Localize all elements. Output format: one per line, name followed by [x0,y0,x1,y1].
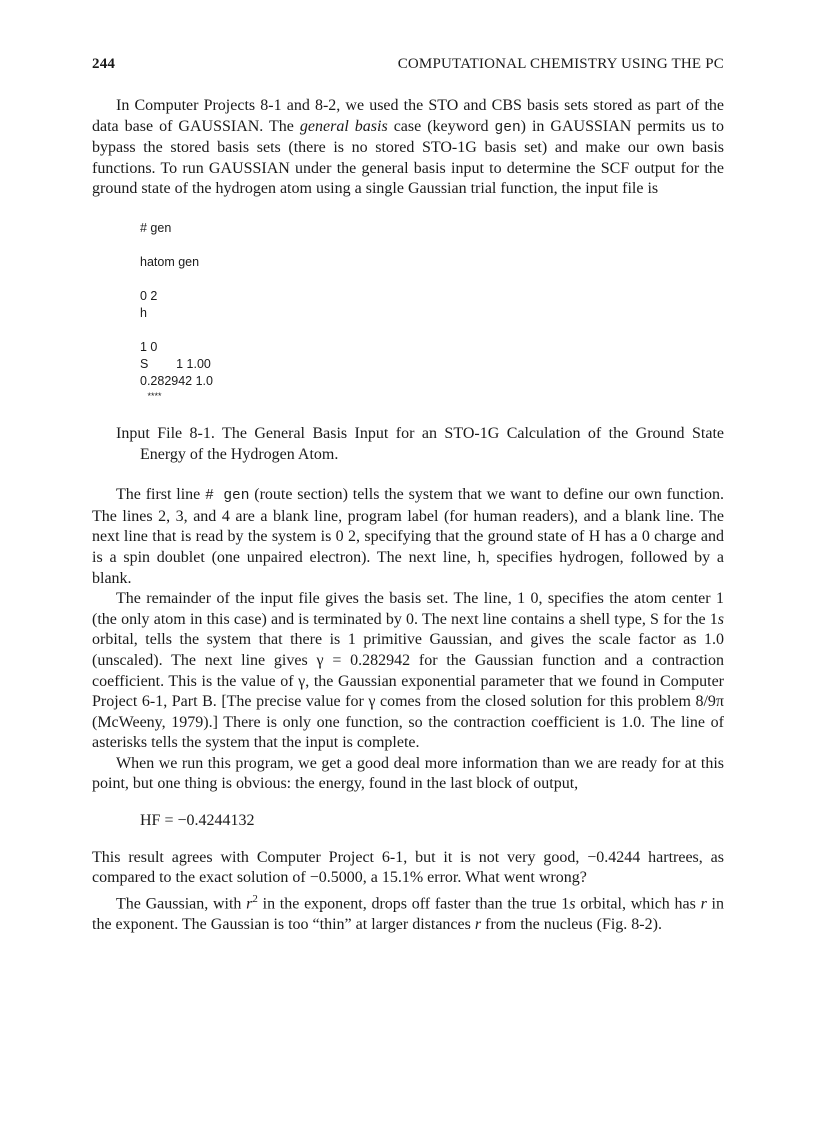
input-file-listing [140,220,724,402]
page [92,56,724,935]
paragraph-basis-set: The remainder of the input file gives the basis set. The line, 1 0, specifies the atom center 1 (the only atom in this case) and is terminated by 0. The next line contains a shell type, S for the 1s orbital, tells the system that there is 1 primitive Gaussian, and gives the scale factor as 1.0 (unscaled). The next line gives γ = 0.282942 for the Gaussian function and a contraction coefficient. This is the value of γ, the Gaussian exponential parameter that we found in Computer Project 6-1, Part B. [The precise value for γ comes from the closed solution for this problem 8/9π (McWeeny, 1979).] There is only one function, so the contraction coefficient is 1.0. The line of asterisks tells the system that the input is complete. [92,590,724,752]
running-head [92,56,724,80]
code-line-exponent: 0.282942 1.0 [140,373,213,388]
paragraph-intro: In Computer Projects 8-1 and 8-2, we used the STO and CBS basis sets stored as part of the data base of GAUSSIAN. The general basis case (keyword gen) in GAUSSIAN permits us to bypass the stored basis sets (there is no stored STO-1G basis set) and make our own basis functions. To run GAUSSIAN under the general basis input to determine the SCF output for the ground state of the hydrogen atom using a single Gaussian trial function, the input file is [92,97,725,198]
paragraph-gaussian: The Gaussian, with $r^2$ in the exponent, drops off faster than the true 1s orbital, which has r in the exponent. The Gaussian is too “thin” at larger distances r from the nucleus (Fig. 8-2). [92,892,725,933]
energy-equation: HF = −0.4244132 [140,812,255,830]
code-line-route: # gen [140,220,172,235]
code-line-title: hatom gen [140,254,200,269]
code-line-charge-spin: 0 2 [140,288,158,303]
code-route-gen: # gen [205,488,250,505]
code-line-center: 1 0 [140,339,158,354]
figure-caption: Input File 8-1. The General Basis Input for an STO-1G Calculation of the Ground State Energy of the Hydrogen Atom. [116,424,724,463]
emphasis-general-basis: general basis [299,117,388,135]
paragraph-result: This result agrees with Computer Project 6-1, but it is not very good, −0.4244 hartrees, as compared to the exact solution of −0.5000, a 15.1% error. What went wrong? [92,848,724,887]
keyword-gen: gen [494,119,521,136]
code-line-terminator: **** [140,390,162,401]
page-number: 244 [92,56,116,72]
paragraph-output: When we run this program, we get a good deal more information than we are ready for at this point, but one thing is obvious: the energy, found in the last block of output, [92,754,724,793]
code-line-atom: h [140,305,147,320]
paragraph-route: The first line # gen (route section) tells the system that we want to define our own function. The lines 2, 3, and 4 are a blank line, program label (for human readers), and a blank line. The next line that is read by the system is 0 2, specifying that the ground state of H has a 0 charge and is a spin doublet (one unpaired electron). The next line, h, specifies hydrogen, followed by a blank. [92,486,724,587]
running-title: COMPUTATIONAL CHEMISTRY USING THE PC [397,56,724,72]
code-line-shell: S 1 1.00 [140,356,211,371]
